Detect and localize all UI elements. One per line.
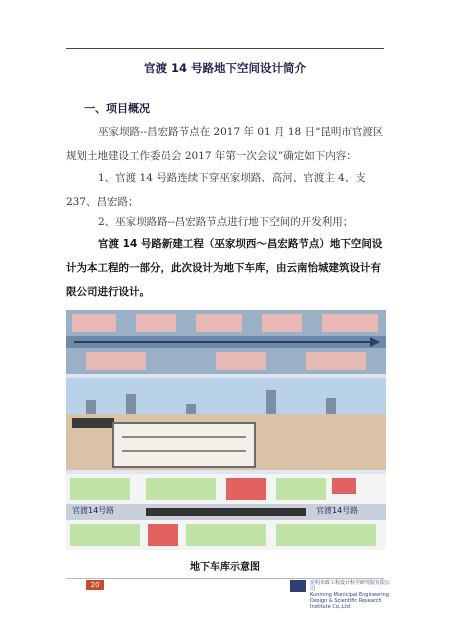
page-number: 20 [86, 580, 104, 590]
section-heading: 一、项目概况 [84, 102, 150, 115]
building-silhouette [186, 404, 196, 414]
parking-garage-figure [66, 310, 386, 550]
tunnel-alignment [146, 508, 306, 516]
green-plot [276, 524, 376, 546]
building-block [72, 314, 116, 332]
paragraph-design-summary: 官渡 14 号路新建工程（巫家坝西～昌宏路节点）地下空间设计为本工程的一部分，此次设计为地下车库，由云南怡城建筑设计有限公司进行设计。 [66, 238, 383, 298]
plan-view-top [66, 310, 386, 374]
red-plot [148, 524, 178, 546]
cross-section [66, 378, 386, 470]
direction-arrow-line [74, 341, 374, 343]
building-block [196, 314, 242, 332]
paragraph-item-1: 1、官渡 14 号路连续下穿巫家坝路、高河、官渡主 4、支 237、昌宏路； [66, 172, 366, 208]
green-plot [70, 524, 140, 546]
green-plot [146, 478, 216, 500]
building-block [216, 352, 266, 370]
site-plan [66, 474, 386, 550]
red-plot [332, 478, 356, 494]
green-plot [70, 478, 130, 500]
header-rule [66, 48, 384, 49]
section-sign [72, 418, 114, 428]
underground-garage-box [112, 422, 256, 468]
page-title: 官渡 14 号路地下空间设计简介 [143, 61, 306, 75]
paragraph-meeting: 巫家坝路--昌宏路节点在 2017 年 01 月 18 日“昆明市官渡区规划土地建设工作委员会 2017 年第一次会议”确定如下内容： [66, 126, 384, 162]
company-logo-icon [290, 580, 306, 592]
road-label-right: 官渡14号路 [316, 506, 359, 515]
garage-level-line [122, 436, 246, 438]
green-plot [276, 478, 326, 500]
footer-company-en: Kunming Municipal Engineering Design & Scientific Research Institute Co.,Ltd [310, 592, 389, 610]
road-label-left: 官渡14号路 [72, 506, 115, 515]
footer-company-cn: 昆明市政工程设计科学研究院有限公司 [310, 580, 391, 592]
building-silhouette [126, 394, 136, 414]
building-block [306, 352, 366, 370]
building-block [322, 314, 378, 332]
red-plot [226, 478, 266, 500]
building-silhouette [86, 400, 96, 414]
garage-level-line [122, 450, 246, 452]
paragraph-item-2: 2、巫家坝路路--昌宏路节点进行地下空间的开发利用； [98, 216, 354, 228]
figure-caption: 地下车库示意图 [190, 562, 260, 573]
footer-company [310, 580, 390, 610]
footer-rule [66, 578, 384, 579]
arrow-right-icon [370, 337, 380, 347]
green-plot [186, 524, 266, 546]
building-block [136, 314, 176, 332]
building-block [262, 314, 302, 332]
building-silhouette [266, 390, 276, 414]
building-silhouette [326, 398, 336, 414]
building-block [86, 352, 146, 370]
